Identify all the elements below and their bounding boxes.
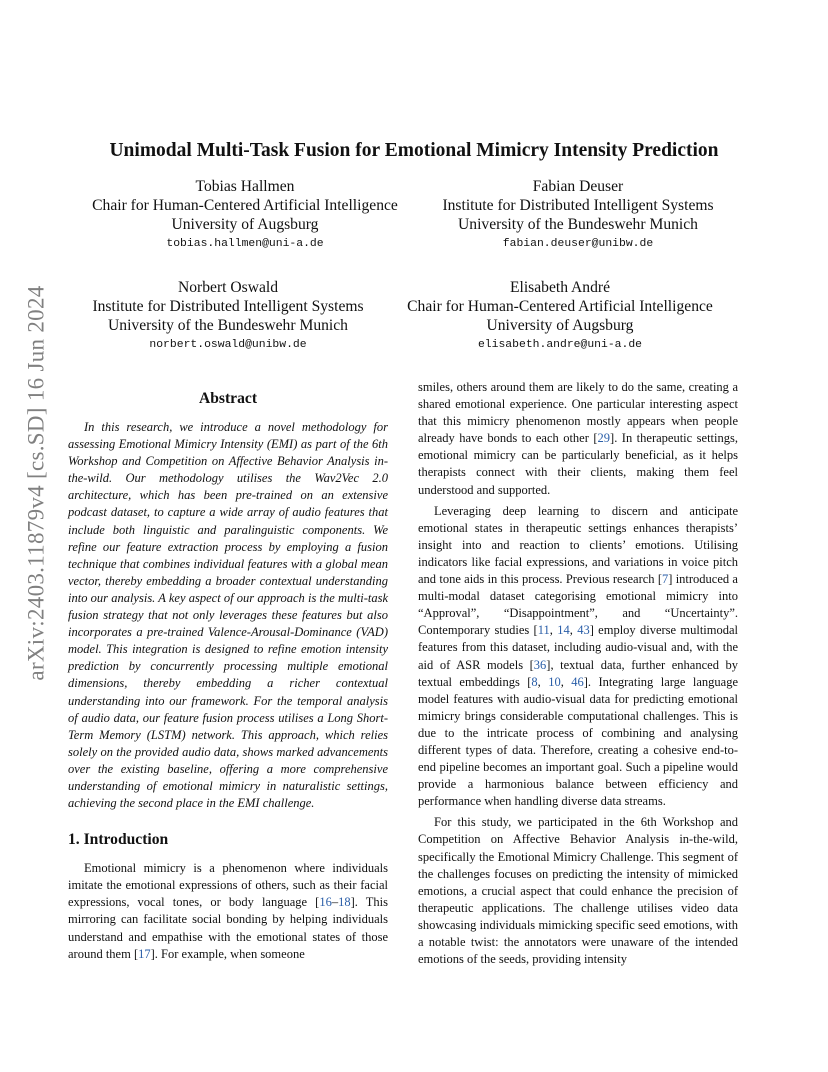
author-name: Fabian Deuser bbox=[532, 178, 624, 195]
author-affiliation: Chair for Human-Centered Artificial Intelligence bbox=[407, 298, 713, 315]
author-block-1 bbox=[86, 177, 404, 252]
author-affiliation: Institute for Distributed Intelligent Systems bbox=[92, 298, 364, 315]
author-block-2 bbox=[435, 177, 721, 252]
citation-link[interactable]: 8 bbox=[531, 674, 538, 689]
citation-link[interactable]: 11 bbox=[537, 623, 550, 638]
author-email[interactable]: norbert.oswald@unibw.de bbox=[149, 339, 307, 351]
citation-link[interactable]: 16 bbox=[319, 895, 332, 910]
citation-link[interactable]: 46 bbox=[571, 674, 584, 689]
citation-link[interactable]: 17 bbox=[138, 946, 151, 961]
citation-link[interactable]: 29 bbox=[597, 431, 611, 446]
intro-paragraph: Emotional mimicry is a phenomenon where individuals imitate the emotional expressions of others, such as their facial expressions, vocal tones, or body language [16–18]. This mirroring can facilitate social bonding by helping individuals understand and empathise with the emotional states of those around them [17]. For example, when someone bbox=[68, 861, 388, 961]
author-affiliation: Chair for Human-Centered Artificial Intelligence bbox=[92, 197, 398, 214]
right-column bbox=[418, 379, 738, 968]
author-institution: University of the Bundeswehr Munich bbox=[458, 216, 698, 233]
author-name: Tobias Hallmen bbox=[195, 178, 295, 195]
abstract-text: In this research, we introduce a novel methodology for assessing Emotional Mimicry Intensity (EMI) as part of the 6th Workshop and Competition on Affective Behavior Analysis in-the-wild. Our methodology utilises the Wav2Vec 2.0 architecture, which has been pre-trained on an extensive podcast dataset, to capture a wide array of audio features that include both linguistic and paralinguistic components. We refine our feature extraction process by employing a fusion technique that combines individual features with a global mean vector, thereby embedding a broader contextual understanding into our analysis. A key aspect of our approach is the multi-task fusion strategy that not only leverages these features but also incorporates a pre-trained Valence-Arousal-Dominance (VAD) model. This integration is designed to refine emotion intensity prediction by concurrently processing multiple emotional dimensions, thereby embedding a richer contextual understanding into our framework. For the temporal analysis of audio data, our feature fusion process utilises a Long Short-Term Memory (LSTM) network. This approach, which relies solely on the provided audio data, shows marked advancements over the existing baseline, offering a more comprehensive understanding of emotional mimicry in naturalistic settings, achieving the second place in the EMI challenge. bbox=[68, 420, 388, 811]
citation-link[interactable]: 14 bbox=[557, 623, 570, 638]
intro-paragraph: For this study, we participated in the 6th Workshop and Competition on Affective Behavior Analysis in-the-wild, specifically the Emotional Mimicry Challenge. This segment of the challenges focuses on predicting the intensity of mimicked emotions, a crucial aspect that could enhance the precision of therapeutic applications. The challenge utilises video data showcasing individuals mimicking specific seed emotions, with a notable twist: the annotators were unaware of the intended emotions of the seeds, providing intensity bbox=[418, 815, 738, 967]
intro-paragraph-continued: smiles, others around them are likely to do the same, creating a shared emotional experience. One particular interesting aspect that this mimicry phenomenon mostly appears when people already have bonds to each other [29]. In therapeutic settings, emotional mimicry can be particularly beneficial, as it helps therapists connect with their clients, making them feel understood and supported. bbox=[418, 380, 738, 497]
citation-link[interactable]: 43 bbox=[577, 623, 590, 638]
citation-link[interactable]: 10 bbox=[548, 674, 561, 689]
left-column bbox=[68, 390, 388, 963]
author-name: Elisabeth André bbox=[509, 279, 611, 296]
arxiv-stamp-text: arXiv:2403.11879v4 [cs.SD] 16 Jun 2024 bbox=[24, 285, 50, 681]
author-institution: University of the Bundeswehr Munich bbox=[108, 317, 348, 334]
introduction-heading: 1. Introduction bbox=[68, 831, 169, 849]
author-name: Norbert Oswald bbox=[177, 279, 279, 296]
author-affiliation: Institute for Distributed Intelligent Systems bbox=[442, 197, 714, 214]
citation-link[interactable]: 18 bbox=[338, 895, 351, 910]
author-institution: University of Augsburg bbox=[171, 216, 319, 233]
paper-title: Unimodal Multi-Task Fusion for Emotional Mimicry Intensity Prediction bbox=[109, 140, 719, 161]
citation-link[interactable]: 7 bbox=[661, 572, 669, 587]
author-email[interactable]: tobias.hallmen@uni-a.de bbox=[166, 238, 324, 250]
author-block-3 bbox=[86, 278, 370, 353]
abstract-heading: Abstract bbox=[198, 390, 258, 407]
arxiv-stamp bbox=[22, 285, 52, 681]
citation-link[interactable]: 36 bbox=[533, 657, 547, 672]
author-email[interactable]: elisabeth.andre@uni-a.de bbox=[477, 339, 643, 351]
intro-paragraph: Leveraging deep learning to discern and anticipate emotional states in therapeutic settings enhances therapists’ insight into and reaction to clients’ emotions. Utilising indicators like facial expressions, and variations in voice pitch and tone aids in this process. Previous research [7] introduced a multi-modal dataset categorising emotional mimicry into “Approval”, “Disappointment”, and “Uncertainty”. Contemporary studies [11, 14, 43] employ diverse multimodal features from this dataset, including audio-visual and, with the aid of ASR models [36], textual data, further enhanced by textual embeddings [8, 10, 46]. Integrating large language model features with audio-visual data for predicting emotional mimicry brings considerable computational challenges. This is due to the intricate process of combining and analysing different types of data. Therefore, creating a cohesive end-to-end pipeline becomes an important goal. Such a pipeline would provide a harmonious balance between efficiency and performance when handling diverse data streams. bbox=[418, 503, 739, 809]
author-email[interactable]: fabian.deuser@unibw.de bbox=[502, 238, 654, 250]
author-institution: University of Augsburg bbox=[486, 317, 634, 334]
author-block-4 bbox=[400, 278, 720, 353]
